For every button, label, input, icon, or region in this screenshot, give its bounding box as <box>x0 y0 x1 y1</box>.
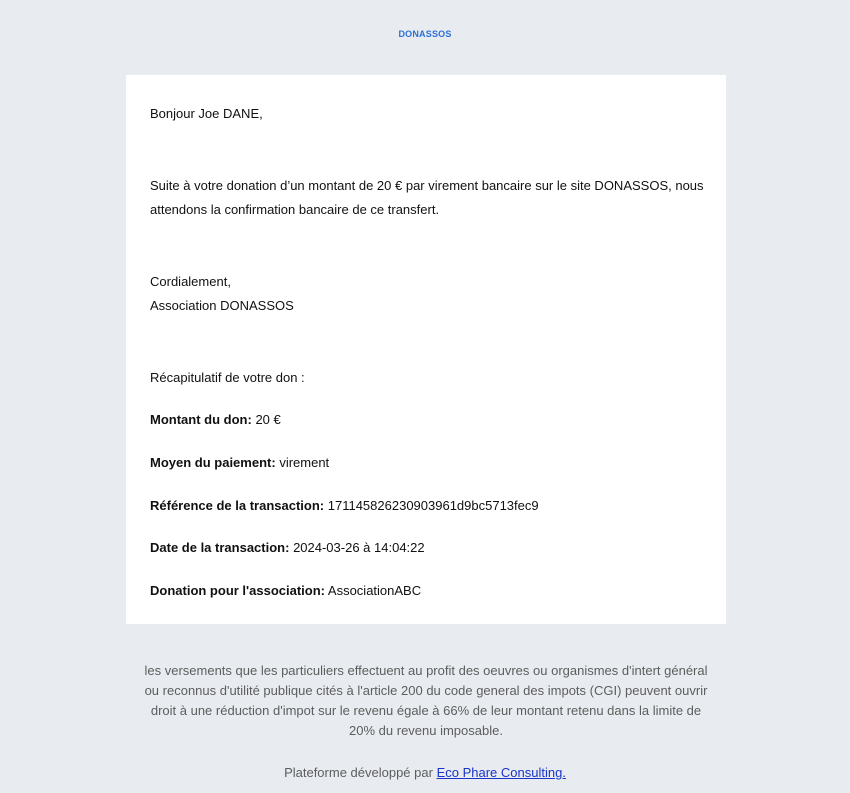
footer-credit <box>0 765 850 780</box>
tax-disclaimer: les versements que les particuliers effectuent au profit des oeuvres ou organismes d'intert général ou reconnus d'utilité publique cités à l'article 200 du code general des impots (CGI) peuvent ouvrir droit à une réduction d'impot sur le revenu égale à 66% de leur montant retenu dans la limite de 20% du revenu imposable. <box>144 663 708 738</box>
greeting: Bonjour Joe DANE, <box>150 106 263 121</box>
recap-row-amount <box>150 408 706 432</box>
recap-row-association <box>150 579 706 603</box>
recap-label: Moyen du paiement: <box>150 455 276 470</box>
recap-value: virement <box>279 455 330 470</box>
recap-row-payment-method <box>150 451 706 475</box>
recap-row-reference <box>150 494 706 518</box>
recap-value: 20 € <box>255 412 281 427</box>
recap-title: Récapitulatif de votre don : <box>150 370 305 385</box>
recap-label: Montant du don: <box>150 412 252 427</box>
recap-row-date <box>150 536 706 560</box>
brand-logo-text: DONASSOS <box>398 29 452 39</box>
recap-value: 171145826230903961d9bc5713fec9 <box>327 498 539 513</box>
recap-label: Donation pour l'association: <box>150 583 325 598</box>
eco-phare-link[interactable]: Eco Phare Consulting. <box>436 765 566 780</box>
closing: Cordialement, <box>150 274 231 289</box>
recap-label: Date de la transaction: <box>150 540 290 555</box>
recap-value: AssociationABC <box>327 583 422 598</box>
recap-value: 2024-03-26 à 14:04:22 <box>293 540 425 555</box>
signature: Association DONASSOS <box>150 298 294 313</box>
email-card <box>126 75 726 624</box>
email-body: Suite à votre donation d’un montant de 20 € par virement bancaire sur le site DONASSOS, nous attendons la confirmation bancaire de ce transfert. <box>150 178 704 217</box>
credit-prefix: Plateforme développé par <box>284 765 433 780</box>
recap-label: Référence de la transaction: <box>150 498 325 513</box>
